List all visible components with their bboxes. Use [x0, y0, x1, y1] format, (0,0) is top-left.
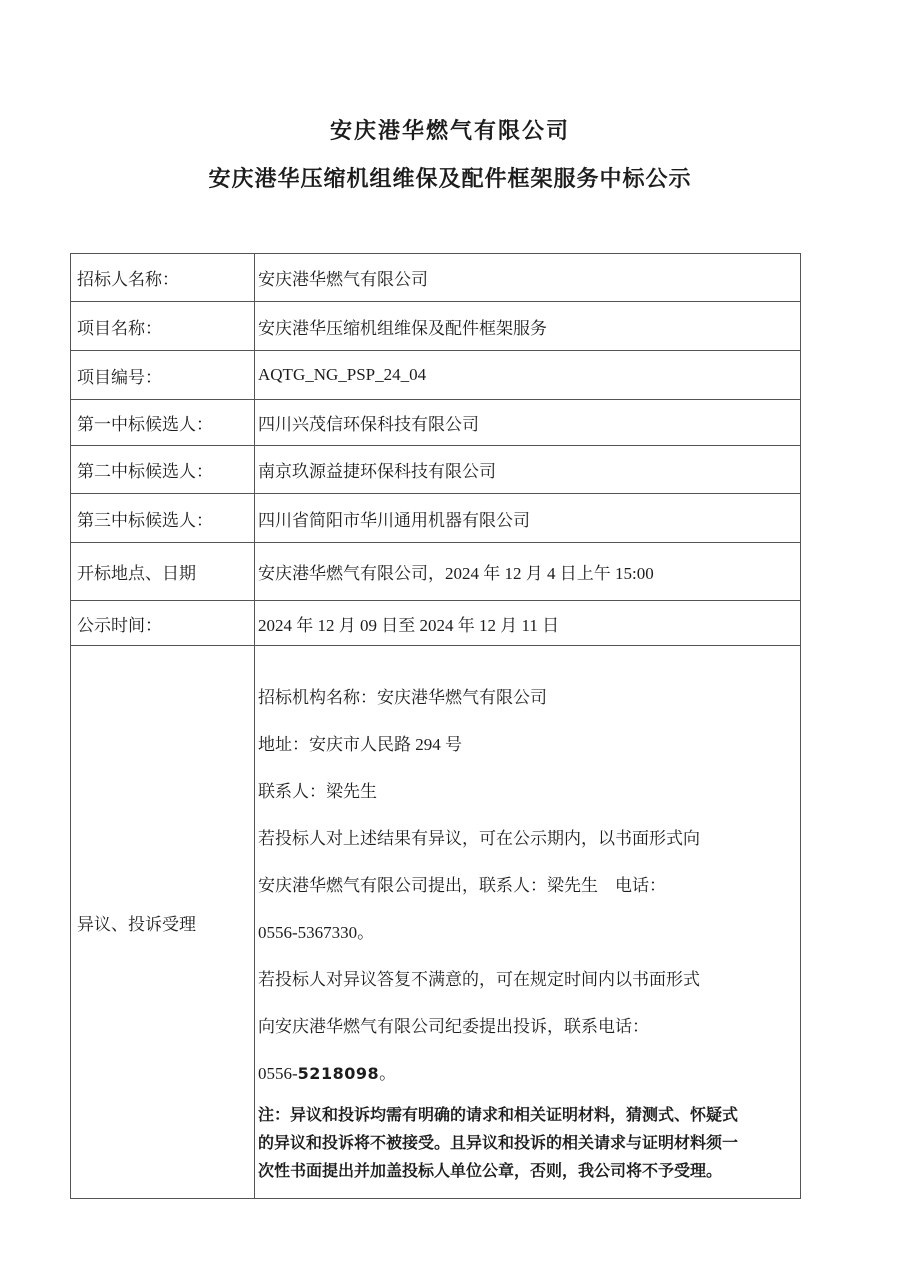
- row-value-tenderer-name: 安庆港华燃气有限公司: [255, 254, 801, 302]
- detail-note: [258, 1102, 794, 1186]
- row-label-second-candidate: 第二中标候选人：: [71, 446, 255, 494]
- row-value-second-candidate: 南京玖源益捷环保科技有限公司: [255, 446, 801, 494]
- note-line-3: 次性书面提出并加盖投标人单位公章，否则，我公司将不予受理。: [258, 1163, 723, 1180]
- row-value-project-number: AQTG_NG_PSP_24_04: [255, 351, 801, 400]
- row-label-objection-handling: 异议、投诉受理: [71, 646, 255, 1199]
- bid-announcement-table: [70, 253, 801, 1199]
- row-label-publicity-period: 公示时间：: [71, 601, 255, 646]
- complaint-phone-prefix: 0556-: [258, 1064, 298, 1083]
- detail-line-complaint-1: 若投标人对异议答复不满意的，可在规定时间内以书面形式: [258, 970, 700, 989]
- complaint-phone-suffix: 。: [379, 1064, 397, 1083]
- document-subtitle: 安庆港华压缩机组维保及配件框架服务中标公示: [208, 166, 692, 191]
- row-label-bid-opening: 开标地点、日期: [71, 543, 255, 601]
- table-row: [71, 446, 801, 494]
- detail-line-objection-2: 安庆港华燃气有限公司提出，联系人：梁先生 电话：: [258, 876, 666, 895]
- table-row: [71, 254, 801, 302]
- detail-line-complaint-2: 向安庆港华燃气有限公司纪委提出投诉，联系电话：: [258, 1017, 649, 1036]
- row-label-first-candidate: 第一中标候选人：: [71, 400, 255, 446]
- row-value-bid-opening: 安庆港华燃气有限公司，2024 年 12 月 4 日上午 15:00: [255, 543, 801, 601]
- row-value-publicity-period: 2024 年 12 月 09 日至 2024 年 12 月 11 日: [255, 601, 801, 646]
- table-row: [71, 351, 801, 400]
- detail-line-objection-phone: 0556-5367330。: [258, 923, 375, 942]
- detail-line-address: 地址：安庆市人民路 294 号: [258, 735, 462, 754]
- row-value-objection-handling: [255, 646, 801, 1199]
- detail-line-objection-1: 若投标人对上述结果有异议，可在公示期内，以书面形式向: [258, 829, 700, 848]
- document-title: 安庆港华燃气有限公司: [329, 118, 570, 143]
- table-row-objection: [71, 646, 801, 1199]
- table-row: [71, 302, 801, 351]
- row-label-third-candidate: 第三中标候选人：: [71, 494, 255, 543]
- detail-line-agency-name: 招标机构名称：安庆港华燃气有限公司: [258, 688, 547, 707]
- detail-line-contact: 联系人：梁先生: [258, 782, 377, 801]
- complaint-phone-number: 5218098: [297, 1064, 380, 1083]
- table-row: [71, 601, 801, 646]
- row-label-project-name: 项目名称：: [71, 302, 255, 351]
- row-value-project-name: 安庆港华压缩机组维保及配件框架服务: [255, 302, 801, 351]
- note-line-2: 的异议和投诉将不被接受。且异议和投诉的相关请求与证明材料须一: [258, 1135, 739, 1152]
- row-value-first-candidate: 四川兴茂信环保科技有限公司: [255, 400, 801, 446]
- row-label-project-number: 项目编号：: [71, 351, 255, 400]
- table-row: [71, 494, 801, 543]
- row-value-third-candidate: 四川省简阳市华川通用机器有限公司: [255, 494, 801, 543]
- table-row: [71, 400, 801, 446]
- detail-line-complaint-phone: [258, 1050, 794, 1097]
- row-label-tenderer-name: 招标人名称：: [71, 254, 255, 302]
- note-line-1: 注：异议和投诉均需有明确的请求和相关证明材料，猜测式、怀疑式: [258, 1107, 739, 1124]
- table-row: [71, 543, 801, 601]
